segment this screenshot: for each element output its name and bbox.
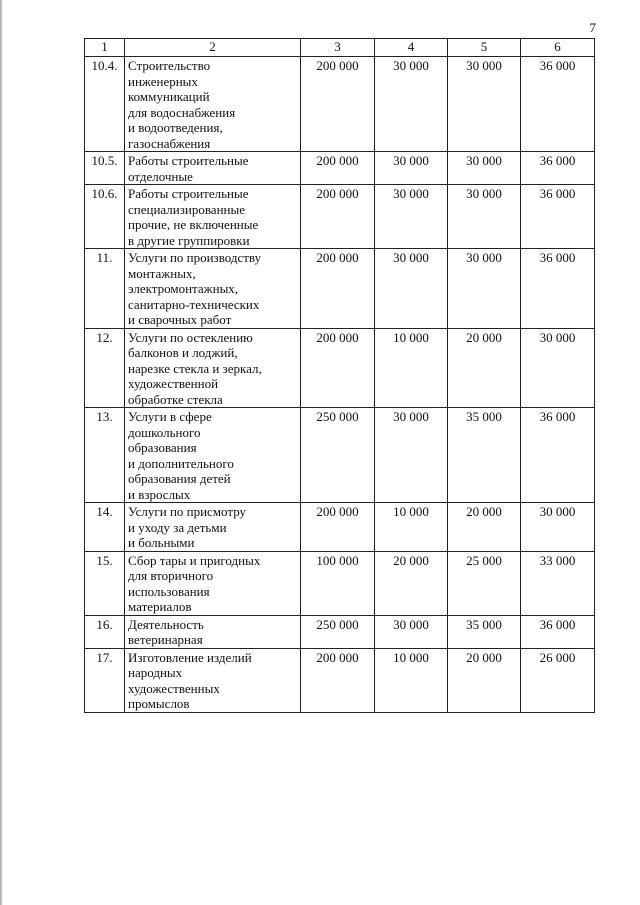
table-row <box>85 615 595 648</box>
service-name-line: ветеринарная <box>128 632 203 647</box>
service-name-line: Сбор тары и пригодных <box>128 552 261 568</box>
amount-col-6: 36 000 <box>521 185 595 249</box>
row-number: 10.5. <box>85 152 125 185</box>
amount-col-4: 30 000 <box>375 57 448 152</box>
amount-col-6: 26 000 <box>521 648 595 712</box>
service-name-line: для водоснабжения <box>128 104 236 120</box>
service-name-line: отделочные <box>128 168 193 184</box>
amount-col-5: 30 000 <box>448 152 521 185</box>
service-name-line: народных <box>128 665 183 680</box>
service-name-line: инженерных <box>128 73 198 89</box>
amount-col-3: 200 000 <box>301 152 375 185</box>
amount-col-6: 36 000 <box>521 152 595 185</box>
table-body <box>85 57 595 713</box>
amount-col-6: 36 000 <box>521 249 595 329</box>
amount-col-3: 200 000 <box>301 503 375 552</box>
service-name-line: и сварочных работ <box>128 312 232 327</box>
service-name-line: художественных <box>128 680 220 696</box>
service-name-line: Услуги по остеклению <box>128 329 253 345</box>
service-name-line: коммуникаций <box>128 89 210 104</box>
service-name-line: газоснабжения <box>128 135 211 151</box>
service-name-line: промыслов <box>128 696 190 711</box>
header-col-1: 1 <box>85 39 125 57</box>
service-name-line: Услуги по производству <box>128 250 262 265</box>
row-number: 10.6. <box>85 185 125 249</box>
service-name-line: электромонтажных, <box>128 281 239 296</box>
amount-col-4: 10 000 <box>375 328 448 408</box>
service-name-line: Услуги в сфере <box>128 409 212 424</box>
service-name-line: и водоотведения, <box>128 120 223 135</box>
row-number: 14. <box>85 503 125 552</box>
amount-col-5: 25 000 <box>448 551 521 615</box>
row-number: 11. <box>85 249 125 329</box>
service-name-line: и дополнительного <box>128 455 234 471</box>
table-row <box>85 328 595 408</box>
amount-col-5: 30 000 <box>448 249 521 329</box>
amount-col-5: 30 000 <box>448 57 521 152</box>
service-name-line: Работы строительные <box>128 153 249 168</box>
header-col-6: 6 <box>521 39 595 57</box>
service-name <box>125 152 301 185</box>
service-name-line: балконов и лоджий, <box>128 345 238 360</box>
service-name <box>125 615 301 648</box>
scan-edge <box>0 0 3 905</box>
service-name-line: материалов <box>128 599 192 614</box>
service-name-line: Деятельность <box>128 616 204 632</box>
service-name-line: для вторичного <box>128 568 214 583</box>
service-name-line: Услуги по присмотру <box>128 504 247 519</box>
service-name-line: обработке стекла <box>128 391 223 407</box>
amount-col-3: 250 000 <box>301 408 375 503</box>
amount-col-4: 30 000 <box>375 408 448 503</box>
amount-col-5: 35 000 <box>448 408 521 503</box>
header-col-3: 3 <box>301 39 375 57</box>
header-col-5: 5 <box>448 39 521 57</box>
amount-col-5: 20 000 <box>448 503 521 552</box>
row-number: 15. <box>85 551 125 615</box>
amount-col-6: 33 000 <box>521 551 595 615</box>
amount-col-5: 30 000 <box>448 185 521 249</box>
amount-col-3: 200 000 <box>301 328 375 408</box>
amount-col-4: 20 000 <box>375 551 448 615</box>
service-name <box>125 408 301 503</box>
row-number: 13. <box>85 408 125 503</box>
table-row <box>85 152 595 185</box>
service-name-line: использования <box>128 583 210 599</box>
table-row <box>85 185 595 249</box>
amount-col-4: 30 000 <box>375 185 448 249</box>
service-name <box>125 551 301 615</box>
amount-col-3: 250 000 <box>301 615 375 648</box>
row-number: 16. <box>85 615 125 648</box>
service-name-line: и взрослых <box>128 486 191 502</box>
table-row <box>85 408 595 503</box>
service-name-line: художественной <box>128 376 219 391</box>
service-name <box>125 503 301 552</box>
amount-col-4: 30 000 <box>375 152 448 185</box>
service-name-line: Строительство <box>128 58 211 73</box>
table-row <box>85 249 595 329</box>
amount-col-4: 10 000 <box>375 648 448 712</box>
service-name-line: в другие группировки <box>128 232 250 248</box>
amount-col-6: 36 000 <box>521 615 595 648</box>
service-name <box>125 249 301 329</box>
service-name-line: и уходу за детьми <box>128 519 227 535</box>
amount-col-4: 30 000 <box>375 249 448 329</box>
amount-col-5: 20 000 <box>448 328 521 408</box>
service-name-line: специализированные <box>128 201 245 217</box>
row-number: 12. <box>85 328 125 408</box>
service-name-line: образования <box>128 440 197 455</box>
amount-col-6: 30 000 <box>521 503 595 552</box>
service-name-line: санитарно-технических <box>128 296 260 312</box>
amount-col-4: 10 000 <box>375 503 448 552</box>
service-name-line: прочие, не включенные <box>128 217 259 232</box>
amount-col-4: 30 000 <box>375 615 448 648</box>
header-col-2: 2 <box>125 39 301 57</box>
page-number: 7 <box>589 20 596 35</box>
service-name <box>125 648 301 712</box>
service-name <box>125 328 301 408</box>
amount-col-3: 100 000 <box>301 551 375 615</box>
service-name-line: дошкольного <box>128 424 201 440</box>
table-row <box>85 57 595 152</box>
row-number: 10.4. <box>85 57 125 152</box>
service-name-line: образования детей <box>128 471 231 486</box>
amount-col-3: 200 000 <box>301 249 375 329</box>
table-row <box>85 648 595 712</box>
service-name <box>125 185 301 249</box>
amount-col-3: 200 000 <box>301 648 375 712</box>
service-name-line: и больными <box>128 535 195 550</box>
table-row <box>85 551 595 615</box>
amount-col-5: 35 000 <box>448 615 521 648</box>
table-row <box>85 503 595 552</box>
amount-col-5: 20 000 <box>448 648 521 712</box>
amount-col-3: 200 000 <box>301 185 375 249</box>
amount-col-3: 200 000 <box>301 57 375 152</box>
service-name-line: монтажных, <box>128 265 196 281</box>
service-name-line: Изготовление изделий <box>128 649 252 665</box>
service-name <box>125 57 301 152</box>
service-name-line: Работы строительные <box>128 186 249 201</box>
row-number: 17. <box>85 648 125 712</box>
table-header <box>85 39 595 57</box>
amount-col-6: 30 000 <box>521 328 595 408</box>
service-name-line: нарезке стекла и зеркал, <box>128 360 262 376</box>
amount-col-6: 36 000 <box>521 57 595 152</box>
amount-col-6: 36 000 <box>521 408 595 503</box>
header-row <box>85 39 595 57</box>
header-col-4: 4 <box>375 39 448 57</box>
fee-table <box>84 38 595 713</box>
